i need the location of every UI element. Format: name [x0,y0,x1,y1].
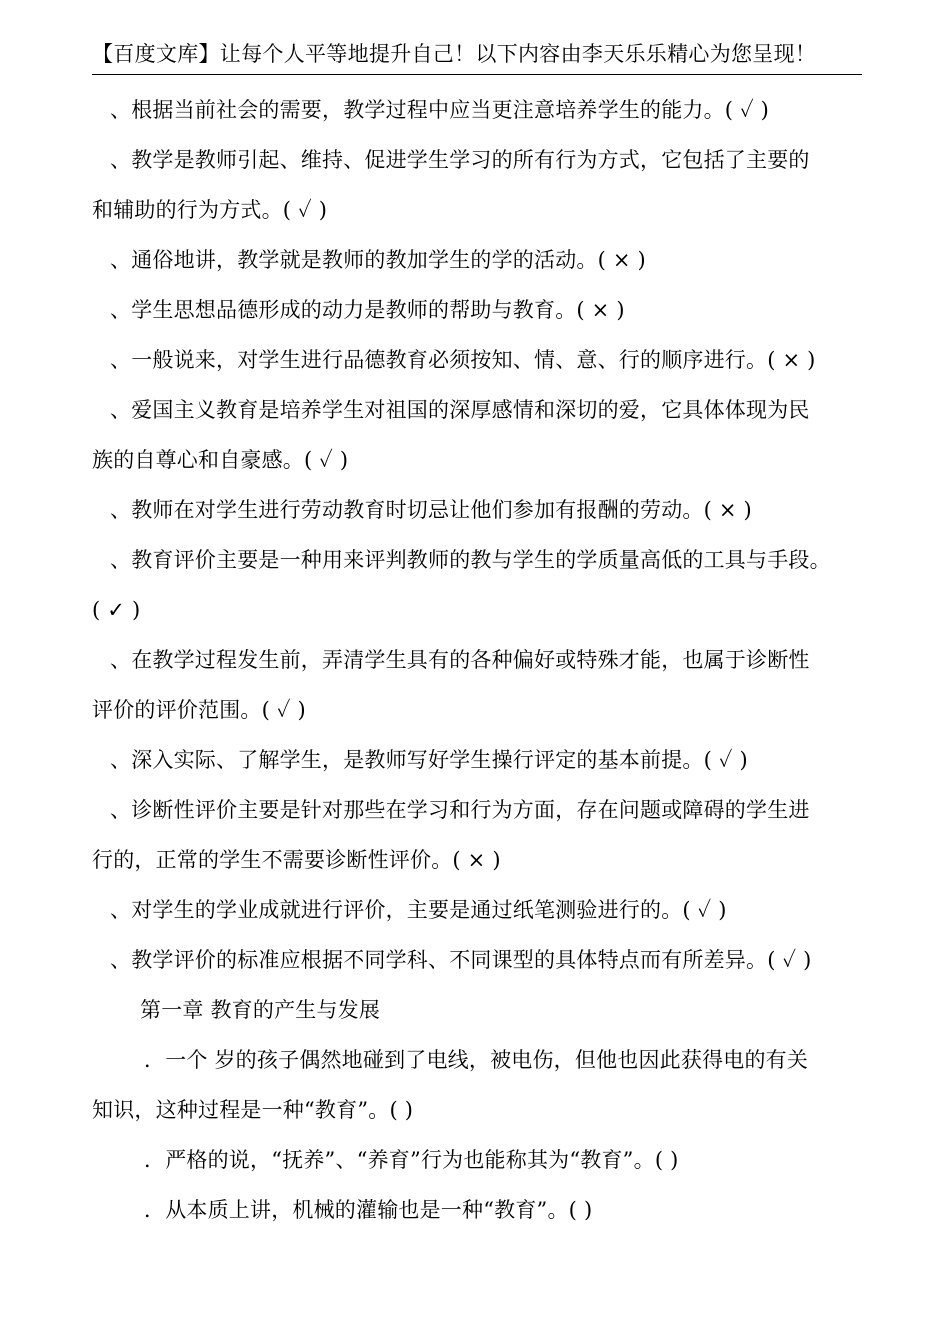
statement-line: 、深入实际、了解学生，是教师写好学生操行评定的基本前提。( ✓ ) [110,748,748,772]
statement-line: 族的自尊心和自豪感。( ✓ ) [92,448,349,472]
statement-line: 、通俗地讲，教学就是教师的教加学生的学的活动。( × ) [110,248,646,272]
document-body [92,92,862,1242]
statement-line: 行的，正常的学生不需要诊断性评价。( × ) [92,848,501,872]
statement-line: 、在教学过程发生前，弄清学生具有的各种偏好或特殊才能，也属于诊断性 [110,648,810,672]
statement-line: 、教育评价主要是一种用来评判教师的教与学生的学质量高低的工具与手段。 [110,548,831,572]
question-line: 知识，这种过程是一种“教育”。( ) [92,1098,414,1122]
question-line: ．一个 岁的孩子偶然地碰到了电线，被电伤，但他也因此获得电的有关 [144,1048,809,1072]
statement-line: ( ✓ ) [92,598,141,622]
chapter-heading: 第一章 教育的产生与发展 [140,998,381,1022]
question-line: ．从本质上讲，机械的灌输也是一种“教育”。( ) [144,1198,593,1222]
statement-line: 、教学评价的标准应根据不同学科、不同课型的具体特点而有所差异。( ✓ ) [110,948,812,972]
statement-line: 、一般说来，对学生进行品德教育必须按知、情、意、行的顺序进行。( × ) [110,348,816,372]
statement-line: 、学生思想品德形成的动力是教师的帮助与教育。( × ) [110,298,625,322]
statement-line: 、诊断性评价主要是针对那些在学习和行为方面，存在问题或障碍的学生进 [110,798,810,822]
header-text: 【百度文库】让每个人平等地提升自己！以下内容由李天乐乐精心为您呈现！ [92,42,817,66]
statement-line: 、爱国主义教育是培养学生对祖国的深厚感情和深切的爱，它具体体现为民 [110,398,810,422]
document-header [92,40,862,75]
statement-line: 、教学是教师引起、维持、促进学生学习的所有行为方式，它包括了主要的 [110,148,810,172]
statement-line: 和辅助的行为方式。( ✓ ) [92,198,328,222]
statement-line: 、对学生的学业成就进行评价，主要是通过纸笔测验进行的。( ✓ ) [110,898,727,922]
question-line: ．严格的说，“抚养”、“养育”行为也能称其为“教育”。( ) [144,1148,679,1172]
statement-line: 、教师在对学生进行劳动教育时切忌让他们参加有报酬的劳动。( × ) [110,498,752,522]
statement-line: 、根据当前社会的需要，教学过程中应当更注意培养学生的能力。( ✓ ) [110,98,770,122]
statement-line: 评价的评价范围。( ✓ ) [92,698,306,722]
